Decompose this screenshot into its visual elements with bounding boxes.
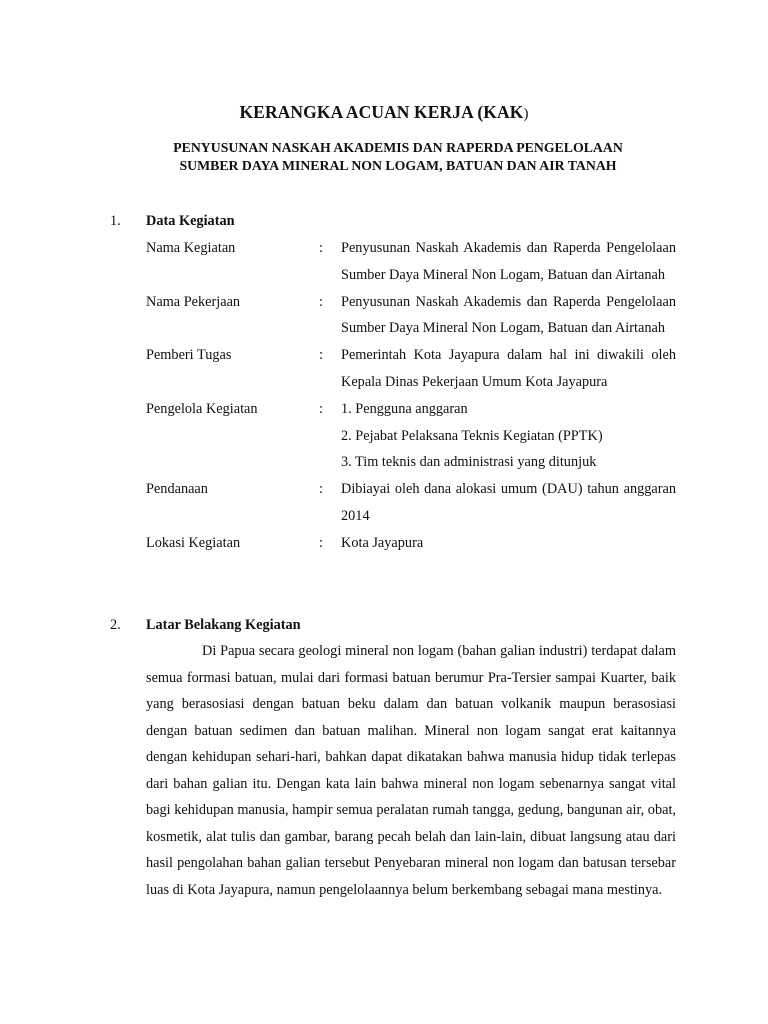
field-value xyxy=(341,530,676,557)
section-2-number: 2. xyxy=(110,617,121,633)
field-value-line: Pemerintah Kota Jayapura dalam hal ini diwakili oleh Kepala Dinas Pekerjaan Umum Kota Jayapura xyxy=(341,347,676,390)
field-colon: : xyxy=(319,240,323,256)
field-nama-kegiatan xyxy=(146,235,676,289)
field-value xyxy=(341,289,676,343)
field-nama-pekerjaan xyxy=(146,289,676,343)
field-value xyxy=(341,235,676,289)
field-value xyxy=(341,476,676,530)
field-label: Pemberi Tugas xyxy=(146,347,232,364)
document-title-paren: ) xyxy=(523,106,529,122)
data-kegiatan-list xyxy=(146,235,676,557)
field-pengelola-kegiatan xyxy=(146,396,676,476)
field-label: Lokasi Kegiatan xyxy=(146,534,241,551)
field-label: Nama Pekerjaan xyxy=(146,293,241,310)
section-1-heading: Data Kegiatan xyxy=(146,213,235,229)
field-colon: : xyxy=(319,534,323,551)
section-1-number: 1. xyxy=(110,213,121,229)
field-label: Pendanaan xyxy=(146,481,208,498)
field-value-line: Penyusunan Naskah Akademis dan Raperda Pengelolaan Sumber Daya Mineral Non Logam, Batuan dan Airtanah xyxy=(341,293,676,337)
field-value xyxy=(341,396,676,476)
field-colon: : xyxy=(319,400,323,417)
field-lokasi-kegiatan xyxy=(146,530,676,557)
field-value-line: Dibiayai oleh dana alokasi umum (DAU) tahun anggaran 2014 xyxy=(341,481,676,524)
field-value-line: 2. Pejabat Pelaksana Teknis Kegiatan (PPTK) xyxy=(341,427,603,444)
field-value-line: 3. Tim teknis dan administrasi yang ditunjuk xyxy=(341,454,597,471)
field-value-line: Kota Jayapura xyxy=(341,534,424,551)
field-colon: : xyxy=(319,293,323,310)
document-title xyxy=(0,102,768,123)
field-pemberi-tugas xyxy=(146,342,676,396)
field-value-line: 1. Pengguna anggaran xyxy=(341,400,468,417)
field-colon: : xyxy=(319,347,323,364)
field-label: Nama Kegiatan xyxy=(146,240,236,256)
document-title-text: KERANGKA ACUAN KERJA (KAK xyxy=(239,102,524,122)
field-label: Pengelola Kegiatan xyxy=(146,400,258,417)
field-pendanaan xyxy=(146,476,676,530)
field-value-line: Penyusunan Naskah Akademis dan Raperda Pengelolaan Sumber Daya Mineral Non Logam, Batuan dan Airtanah xyxy=(341,240,676,283)
section-2-heading: Latar Belakang Kegiatan xyxy=(146,617,301,633)
document-subtitle xyxy=(0,139,768,174)
field-colon: : xyxy=(319,481,323,498)
document-subtitle-line-1: PENYUSUNAN NASKAH AKADEMIS DAN RAPERDA PENGELOLAAN xyxy=(173,140,623,155)
document-subtitle-line-2: SUMBER DAYA MINERAL NON LOGAM, BATUAN DAN AIR TANAH xyxy=(179,157,617,173)
field-value xyxy=(341,342,676,396)
latar-belakang-paragraph: Di Papua secara geologi mineral non logam (bahan galian industri) terdapat dalam semua formasi batuan, mulai dari formasi batuan berumur Pra-Tersier sampai Kuarter, baik yang berasosiasi dengan batuan beku dalam dan batuan volkanik maupun berasosiasi dengan batuan sedimen dan batuan malihan. Mineral non logam sangat erat kaitannya dengan kehidupan sehari-hari, bahkan dapat dikatakan bahwa manusia hidup tidak terlepas dari bahan galian itu. Dengan kata lain bahwa mineral non logam sebenarnya sangat vital bagi kehidupan manusia, hampir semua peralatan rumah tangga, gedung, bangunan air, obat, kosmetik, alat tulis dan gambar, barang pecah belah dan lain-lain, dibuat langsung atau dari hasil pengolahan bahan galian tersebut Penyebaran mineral non logam dan batusan tersebar luas di Kota Jayapura, namun pengelolaannya belum berkembang sebagai mana mestinya. xyxy=(146,643,676,898)
